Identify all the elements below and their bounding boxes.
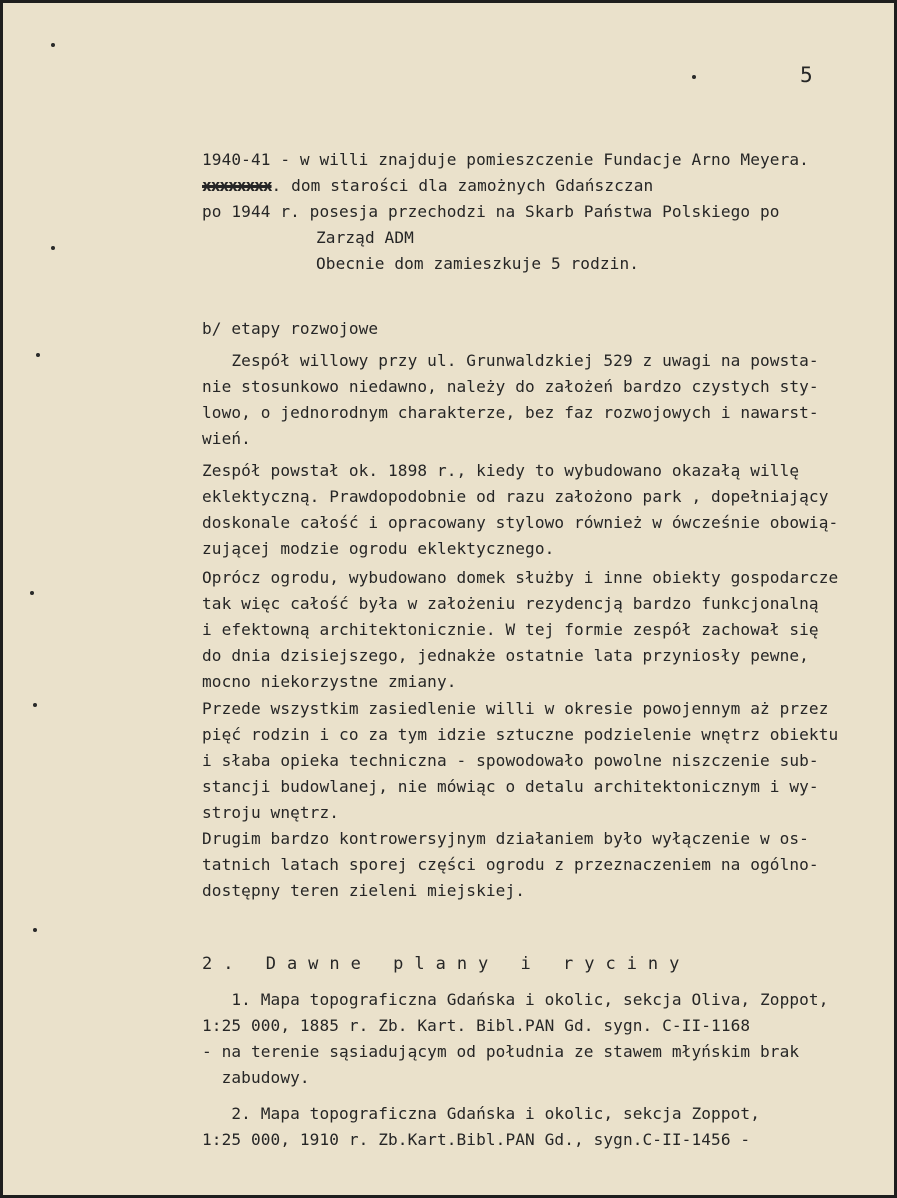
section-b-line: dostępny teren zieleni miejskiej. xyxy=(202,881,526,900)
section-b-line: doskonale całość i opracowany stylowo również w ówcześnie obowią- xyxy=(202,513,839,532)
section-b-line: tatnich latach sporej części ogrodu z przeznaczeniem na ogólno- xyxy=(202,855,819,874)
section-b-line: Zespół powstał ok. 1898 r., kiedy to wybudowano okazałą willę xyxy=(202,461,800,480)
history-line-5: Obecnie dom zamieszkuje 5 rodzin. xyxy=(316,254,640,273)
section-b-heading: b/ etapy rozwojowe xyxy=(202,319,379,338)
section-b-line: nie stosunkowo niedawno, należy do założeń bardzo czystych sty- xyxy=(202,377,819,396)
section-2-line: 1. Mapa topograficzna Gdańska i okolic, sekcja Oliva, Zoppot, xyxy=(202,990,829,1009)
section-2-heading: 2. Dawne plany i ryciny xyxy=(202,954,691,974)
section-b-line: stroju wnętrz. xyxy=(202,803,340,822)
section-b-line: Zespół willowy przy ul. Grunwaldzkiej 529 z uwagi na powsta- xyxy=(202,351,819,370)
section-b-line: mocno niekorzystne zmiany. xyxy=(202,672,457,691)
punch-mark xyxy=(30,591,34,595)
history-line-3: po 1944 r. posesja przechodzi na Skarb Państwa Polskiego po xyxy=(202,202,780,221)
section-2-line: 1:25 000, 1910 r. Zb.Kart.Bibl.PAN Gd., sygn.C-II-1456 - xyxy=(202,1130,751,1149)
punch-mark xyxy=(33,703,37,707)
history-line-2 xyxy=(202,173,653,199)
section-b-line: tak więc całość była w założeniu rezydencją bardzo funkcjonalną xyxy=(202,594,819,613)
section-2-line: 2. Mapa topograficzna Gdańska i okolic, sekcja Zoppot, xyxy=(202,1104,760,1123)
section-2-line: - na terenie sąsiadującym od południa ze stawem młyńskim brak xyxy=(202,1042,800,1061)
section-b-line: pięć rodzin i co za tym idzie sztuczne podzielenie wnętrz obiektu xyxy=(202,725,839,744)
section-b-line: do dnia dzisiejszego, jednakże ostatnie lata przyniosły pewne, xyxy=(202,646,809,665)
section-b-line: eklektyczną. Prawdopodobnie od razu założono park , dopełniający xyxy=(202,487,829,506)
section-2-line: zabudowy. xyxy=(202,1068,310,1087)
section-2-line: 1:25 000, 1885 r. Zb. Kart. Bibl.PAN Gd. sygn. C-II-1168 xyxy=(202,1016,751,1035)
history-line-4: Zarząd ADM xyxy=(316,228,414,247)
section-b-line: Oprócz ogrodu, wybudowano domek służby i inne obiekty gospodarcze xyxy=(202,568,839,587)
history-line-2-text: . dom starości dla zamożnych Gdańszczan xyxy=(271,176,654,195)
punch-mark xyxy=(36,353,40,357)
page-number: 5 xyxy=(800,63,813,87)
punch-mark xyxy=(51,246,55,250)
section-b-line: zującej modzie ogrodu eklektycznego. xyxy=(202,539,555,558)
history-line-1: 1940-41 - w willi znajduje pomieszczenie Fundacje Arno Meyera. xyxy=(202,150,809,169)
section-b-line: Przede wszystkim zasiedlenie willi w okresie powojennym aż przez xyxy=(202,699,829,718)
section-b-line: wień. xyxy=(202,429,251,448)
struck-word: xxxxxxxx xyxy=(202,176,272,195)
punch-mark xyxy=(692,75,696,79)
section-b-line: lowo, o jednorodnym charakterze, bez faz rozwojowych i nawarst- xyxy=(202,403,819,422)
punch-mark xyxy=(51,43,55,47)
punch-mark xyxy=(33,928,37,932)
section-b-line: i słaba opieka techniczna - spowodowało powolne niszczenie sub- xyxy=(202,751,819,770)
section-b-line: stancji budowlanej, nie mówiąc o detalu architektonicznym i wy- xyxy=(202,777,819,796)
section-b-line: i efektowną architektonicznie. W tej formie zespół zachował się xyxy=(202,620,819,639)
section-b-line: Drugim bardzo kontrowersyjnym działaniem było wyłączenie w os- xyxy=(202,829,809,848)
